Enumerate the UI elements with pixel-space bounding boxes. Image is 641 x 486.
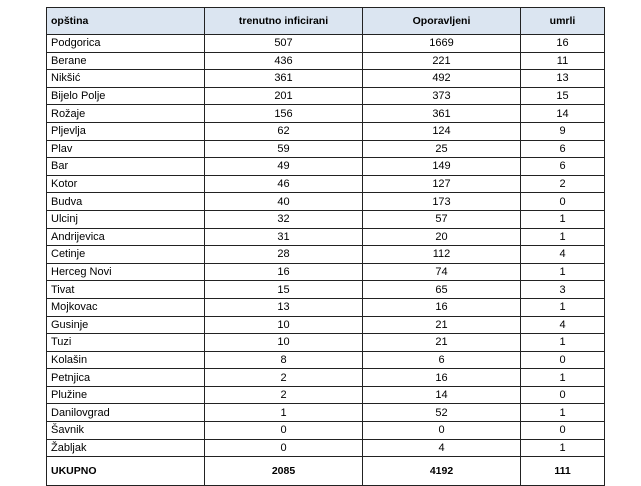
cell-deaths: 3	[521, 281, 605, 299]
table-row	[47, 105, 605, 123]
cell-currently-infected: 156	[205, 105, 363, 123]
table-row	[47, 210, 605, 228]
cell-recovered: 21	[363, 316, 521, 334]
cell-currently-infected: 201	[205, 87, 363, 105]
table-row	[47, 404, 605, 422]
cell-recovered: 14	[363, 386, 521, 404]
cell-deaths: 1	[521, 439, 605, 457]
cell-currently-infected: 0	[205, 439, 363, 457]
cell-deaths: 1	[521, 298, 605, 316]
header-recovered: Oporavljeni	[363, 8, 521, 35]
header-municipality: opština	[47, 8, 205, 35]
cell-recovered: 25	[363, 140, 521, 158]
cell-currently-infected: 8	[205, 351, 363, 369]
table-row	[47, 246, 605, 264]
total-recovered: 4192	[363, 457, 521, 486]
cell-municipality: Žabljak	[47, 439, 205, 457]
table-row	[47, 52, 605, 70]
cell-recovered: 16	[363, 369, 521, 387]
table-row	[47, 158, 605, 176]
table-row	[47, 35, 605, 53]
cell-currently-infected: 13	[205, 298, 363, 316]
cell-deaths: 4	[521, 316, 605, 334]
table-row	[47, 439, 605, 457]
cell-municipality: Andrijevica	[47, 228, 205, 246]
cell-currently-infected: 2	[205, 369, 363, 387]
cell-municipality: Ulcinj	[47, 210, 205, 228]
table-row	[47, 316, 605, 334]
cell-currently-infected: 361	[205, 70, 363, 88]
table-row	[47, 70, 605, 88]
cell-municipality: Šavnik	[47, 422, 205, 440]
cell-municipality: Petnjica	[47, 369, 205, 387]
cell-recovered: 74	[363, 263, 521, 281]
cell-municipality: Gusinje	[47, 316, 205, 334]
cell-recovered: 6	[363, 351, 521, 369]
cell-deaths: 0	[521, 422, 605, 440]
table-row	[47, 281, 605, 299]
cell-recovered: 0	[363, 422, 521, 440]
cell-currently-infected: 436	[205, 52, 363, 70]
cell-municipality: Kolašin	[47, 351, 205, 369]
cell-deaths: 4	[521, 246, 605, 264]
cell-currently-infected: 0	[205, 422, 363, 440]
cell-recovered: 16	[363, 298, 521, 316]
cell-recovered: 373	[363, 87, 521, 105]
cell-deaths: 1	[521, 369, 605, 387]
cell-currently-infected: 31	[205, 228, 363, 246]
cell-deaths: 2	[521, 175, 605, 193]
cell-recovered: 20	[363, 228, 521, 246]
table-row	[47, 369, 605, 387]
cell-deaths: 1	[521, 263, 605, 281]
cell-deaths: 6	[521, 158, 605, 176]
cell-municipality: Herceg Novi	[47, 263, 205, 281]
cell-recovered: 52	[363, 404, 521, 422]
cell-recovered: 65	[363, 281, 521, 299]
cell-currently-infected: 1	[205, 404, 363, 422]
cell-currently-infected: 40	[205, 193, 363, 211]
cell-recovered: 492	[363, 70, 521, 88]
cell-deaths: 1	[521, 210, 605, 228]
table-body	[47, 35, 605, 457]
table-row	[47, 175, 605, 193]
cell-municipality: Budva	[47, 193, 205, 211]
cell-currently-infected: 2	[205, 386, 363, 404]
cell-recovered: 112	[363, 246, 521, 264]
cell-deaths: 1	[521, 334, 605, 352]
table-row	[47, 386, 605, 404]
cell-recovered: 57	[363, 210, 521, 228]
cell-deaths: 6	[521, 140, 605, 158]
cell-municipality: Tuzi	[47, 334, 205, 352]
cell-municipality: Nikšić	[47, 70, 205, 88]
cell-recovered: 361	[363, 105, 521, 123]
table-footer	[47, 457, 605, 486]
cell-currently-infected: 507	[205, 35, 363, 53]
cell-recovered: 1669	[363, 35, 521, 53]
cell-currently-infected: 46	[205, 175, 363, 193]
cell-deaths: 16	[521, 35, 605, 53]
cell-municipality: Kotor	[47, 175, 205, 193]
cell-recovered: 124	[363, 122, 521, 140]
cell-deaths: 0	[521, 386, 605, 404]
cell-municipality: Bar	[47, 158, 205, 176]
cell-deaths: 13	[521, 70, 605, 88]
table-row	[47, 87, 605, 105]
cell-municipality: Rožaje	[47, 105, 205, 123]
table-row	[47, 351, 605, 369]
cell-municipality: Danilovgrad	[47, 404, 205, 422]
cell-currently-infected: 49	[205, 158, 363, 176]
total-label: UKUPNO	[47, 457, 205, 486]
table-row	[47, 140, 605, 158]
cell-recovered: 21	[363, 334, 521, 352]
table-row	[47, 422, 605, 440]
cell-municipality: Plav	[47, 140, 205, 158]
header-currently-infected: trenutno inficirani	[205, 8, 363, 35]
table-row	[47, 334, 605, 352]
cell-deaths: 9	[521, 122, 605, 140]
table-header	[47, 8, 605, 35]
cell-recovered: 173	[363, 193, 521, 211]
cell-deaths: 1	[521, 228, 605, 246]
cell-deaths: 1	[521, 404, 605, 422]
cell-recovered: 4	[363, 439, 521, 457]
cell-municipality: Berane	[47, 52, 205, 70]
cell-deaths: 0	[521, 193, 605, 211]
total-row	[47, 457, 605, 486]
cell-deaths: 15	[521, 87, 605, 105]
table-row	[47, 298, 605, 316]
covid-municipality-table	[46, 7, 605, 486]
table-row	[47, 193, 605, 211]
total-currently-infected: 2085	[205, 457, 363, 486]
cell-currently-infected: 32	[205, 210, 363, 228]
cell-municipality: Plužine	[47, 386, 205, 404]
header-row	[47, 8, 605, 35]
cell-currently-infected: 28	[205, 246, 363, 264]
cell-municipality: Cetinje	[47, 246, 205, 264]
cell-currently-infected: 59	[205, 140, 363, 158]
table-row	[47, 263, 605, 281]
cell-deaths: 11	[521, 52, 605, 70]
cell-currently-infected: 15	[205, 281, 363, 299]
cell-municipality: Pljevlja	[47, 122, 205, 140]
table-row	[47, 122, 605, 140]
cell-currently-infected: 16	[205, 263, 363, 281]
cell-municipality: Mojkovac	[47, 298, 205, 316]
cell-deaths: 14	[521, 105, 605, 123]
cell-municipality: Bijelo Polje	[47, 87, 205, 105]
table-row	[47, 228, 605, 246]
cell-recovered: 221	[363, 52, 521, 70]
header-deaths: umrli	[521, 8, 605, 35]
cell-municipality: Podgorica	[47, 35, 205, 53]
total-deaths: 111	[521, 457, 605, 486]
cell-currently-infected: 10	[205, 334, 363, 352]
cell-currently-infected: 62	[205, 122, 363, 140]
cell-currently-infected: 10	[205, 316, 363, 334]
cell-recovered: 127	[363, 175, 521, 193]
cell-municipality: Tivat	[47, 281, 205, 299]
cell-deaths: 0	[521, 351, 605, 369]
cell-recovered: 149	[363, 158, 521, 176]
